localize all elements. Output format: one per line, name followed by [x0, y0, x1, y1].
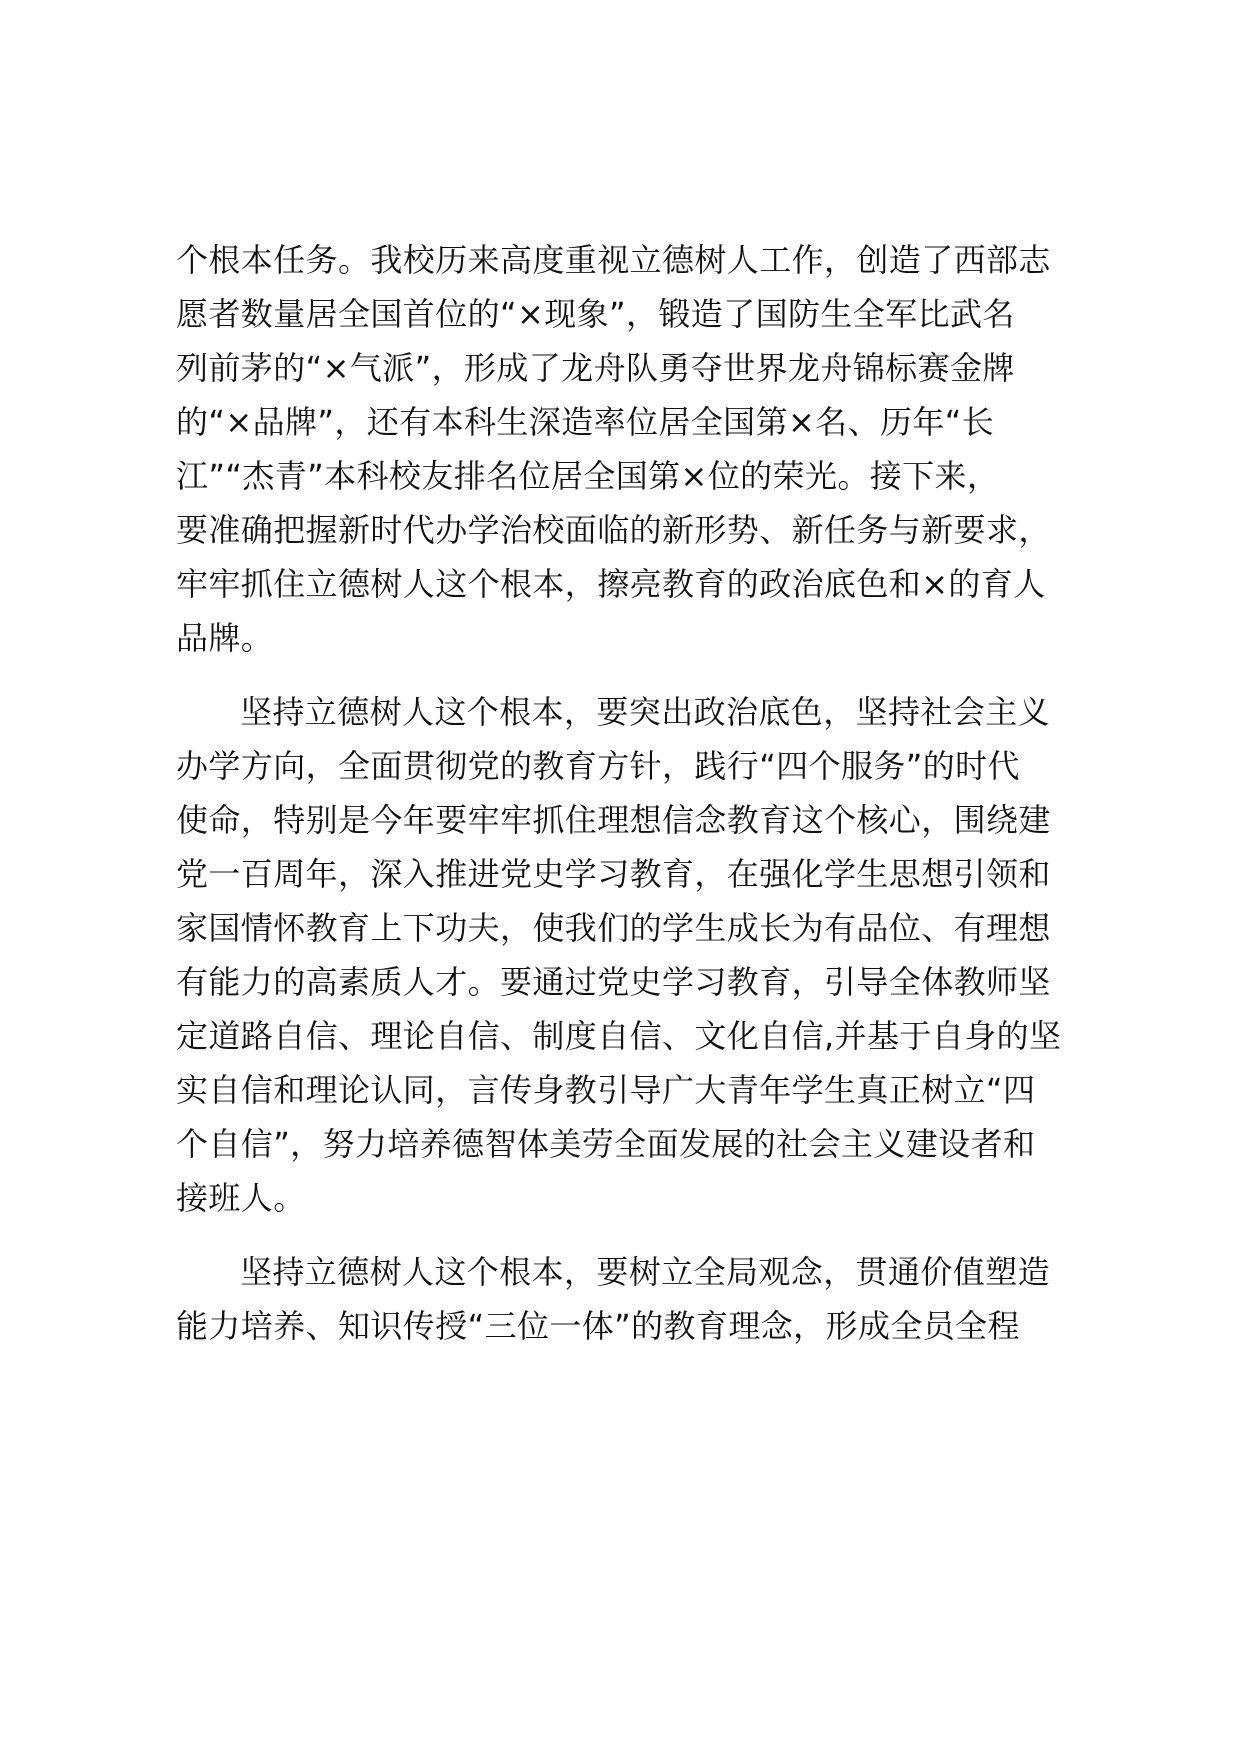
paragraph-1-line-6: 要准确把握新时代办学治校面临的新形势、新任务与新要求，: [176, 511, 1051, 549]
paragraph-2-line-10: 接班人。: [176, 1179, 306, 1217]
paragraph-1-line-5: 江”“杰青”本科校友排名位居全国第×位的荣光。接下来，: [176, 457, 1000, 495]
paragraph-1-line-3: 列前茅的“×气派”，形成了龙舟队勇夺世界龙舟锦标赛金牌: [176, 349, 1015, 387]
paragraph-2-line-5: 家国情怀教育上下功夫，使我们的学生成长为有品位、有理想: [176, 909, 1051, 947]
paragraph-1-line-2: 愿者数量居全国首位的“×现象”，锻造了国防生全军比武名: [176, 295, 1015, 333]
paragraph-2-line-6: 有能力的高素质人才。要通过党史学习教育，引导全体教师坚: [176, 963, 1051, 1001]
paragraph-3-line-2: 能力培养、知识传授“三位一体”的教育理念，形成全员全程: [176, 1307, 1020, 1345]
paragraph-2-line-1: 坚持立德树人这个根本，要突出政治底色，坚持社会主义: [240, 693, 1051, 731]
paragraph-2-line-8: 实自信和理论认同，言传身教引导广大青年学生真正树立“四: [176, 1071, 1036, 1109]
paragraph-2-line-4: 党一百周年，深入推进党史学习教育，在强化学生思想引领和: [176, 855, 1051, 893]
paragraph-1-line-7: 牢牢抓住立德树人这个根本，擦亮教育的政治底色和×的育人: [176, 565, 1046, 603]
paragraph-3-line-1: 坚持立德树人这个根本，要树立全局观念，贯通价值塑造: [240, 1253, 1051, 1291]
paragraph-1-line-1: 个根本任务。我校历来高度重视立德树人工作，创造了西部志: [176, 241, 1051, 279]
paragraph-2-line-9: 个自信”，努力培养德智体美劳全面发展的社会主义建设者和: [176, 1125, 1036, 1163]
paragraph-2-line-2: 办学方向，全面贯彻党的教育方针，践行“四个服务”的时代: [176, 747, 1020, 785]
paragraph-1-line-8: 品牌。: [176, 619, 274, 657]
paragraph-1-line-4: 的“×品牌”，还有本科生深造率位居全国第×名、历年“长: [176, 403, 995, 441]
paragraph-2-line-3: 使命，特别是今年要牢牢抓住理想信念教育这个核心，围绕建: [176, 801, 1051, 839]
paragraph-2-line-7: 定道路自信、理论自信、制度自信、文化自信,并基于自身的坚: [176, 1017, 1062, 1055]
